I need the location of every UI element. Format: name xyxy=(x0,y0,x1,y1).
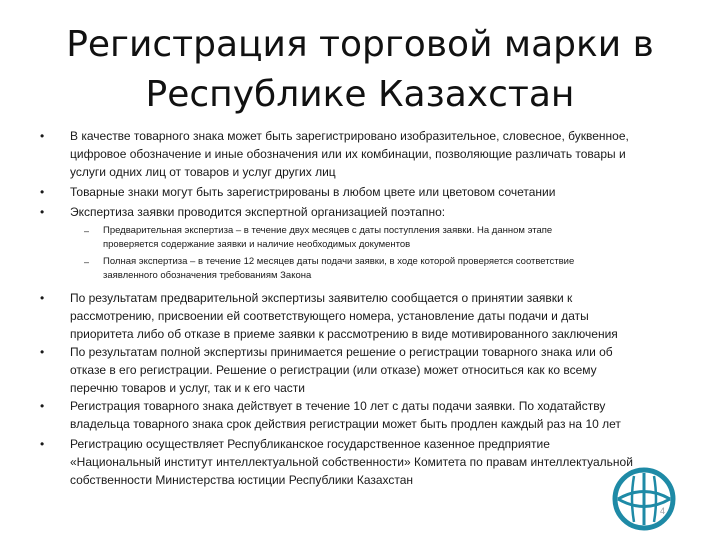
bullet-marker: • xyxy=(40,399,45,413)
bullet-marker: • xyxy=(40,129,45,143)
bullet-marker: • xyxy=(40,185,45,199)
bullet-4-line-3: приоритета либо об отказе в приеме заявки к рассмотрению в виде мотивированного заключения xyxy=(70,327,618,341)
subitem-marker: – xyxy=(84,257,90,267)
bullet-5-line-1: По результатам полной экспертизы принимается решение о регистрации товарного знака или об xyxy=(70,345,613,359)
bullet-1-line-3: услуги одних лиц от товаров и услуг других лиц xyxy=(70,165,336,179)
bullet-7-line-1: Регистрацию осуществляет Республиканское государственное казенное предприятие xyxy=(70,437,550,451)
bullet-5-line-2: отказе в его регистрации. Решение о регистрации (или отказе) может относиться как ко всему xyxy=(70,363,597,377)
logo-stroke-left xyxy=(632,476,634,522)
bullet-marker: • xyxy=(40,205,45,219)
bullet-4-line-2: рассмотрению, присвоении ей соответствующего номера, установление даты подачи и даты xyxy=(70,309,589,323)
slide-title-line-1: Регистрация торговой марки в xyxy=(66,24,654,65)
bullet-2-line-1: Товарные знаки могут быть зарегистрированы в любом цвете или цветовом сочетании xyxy=(70,185,556,199)
bullet-7-line-3: собственности Министерства юстиции Республики Казахстан xyxy=(70,473,414,487)
bullet-6-line-1: Регистрация товарного знака действует в течение 10 лет с даты подачи заявки. По ходатайству xyxy=(70,399,606,413)
kazpatent-logo-icon xyxy=(604,466,684,532)
bullet-4-line-1: По результатам предварительной экспертизы заявителю сообщается о принятии заявки к xyxy=(70,291,573,305)
bullet-7-line-2: «Национальный институт интеллектуальной собственности» Комитета по правам интеллектуальной xyxy=(70,455,633,469)
bullet-1-line-1: В качестве товарного знака может быть зарегистрировано изобразительное, словесное, буквенное, xyxy=(70,129,629,143)
bullet-6-line-2: владельца товарного знака срок действия регистрации может быть продлен каждый раз на 10 лет xyxy=(70,417,621,431)
bullet-marker: • xyxy=(40,345,45,359)
bullet-marker: • xyxy=(40,291,45,305)
subitem-2-line-1: Полная экспертиза – в течение 12 месяцев даты подачи заявки, в ходе которой проверяется соответствие xyxy=(103,256,575,267)
slide-title-line-2: Республике Казахстан xyxy=(145,74,575,115)
bullet-5-line-3: перечню товаров и услуг, так и к его части xyxy=(70,381,305,395)
subitem-1-line-2: проверяется содержание заявки и наличие необходимых документов xyxy=(103,239,411,250)
bullet-marker: • xyxy=(40,437,45,451)
bullet-1-line-2: цифровое обозначение и иные обозначения или их комбинации, позволяющие различать товары и xyxy=(70,147,626,161)
page-number: 4 xyxy=(660,506,666,516)
logo-stroke-right xyxy=(654,476,656,522)
subitem-2-line-2: заявленного обозначения требованиям Закона xyxy=(103,270,312,281)
subitem-1-line-1: Предварительная экспертиза – в течение двух месяцев с даты поступления заявки. На данном этапе xyxy=(103,225,553,236)
bullet-3-line-1: Экспертиза заявки проводится экспертной организацией поэтапно: xyxy=(70,205,446,219)
logo-graphic xyxy=(604,466,684,532)
subitem-marker: – xyxy=(84,226,90,236)
